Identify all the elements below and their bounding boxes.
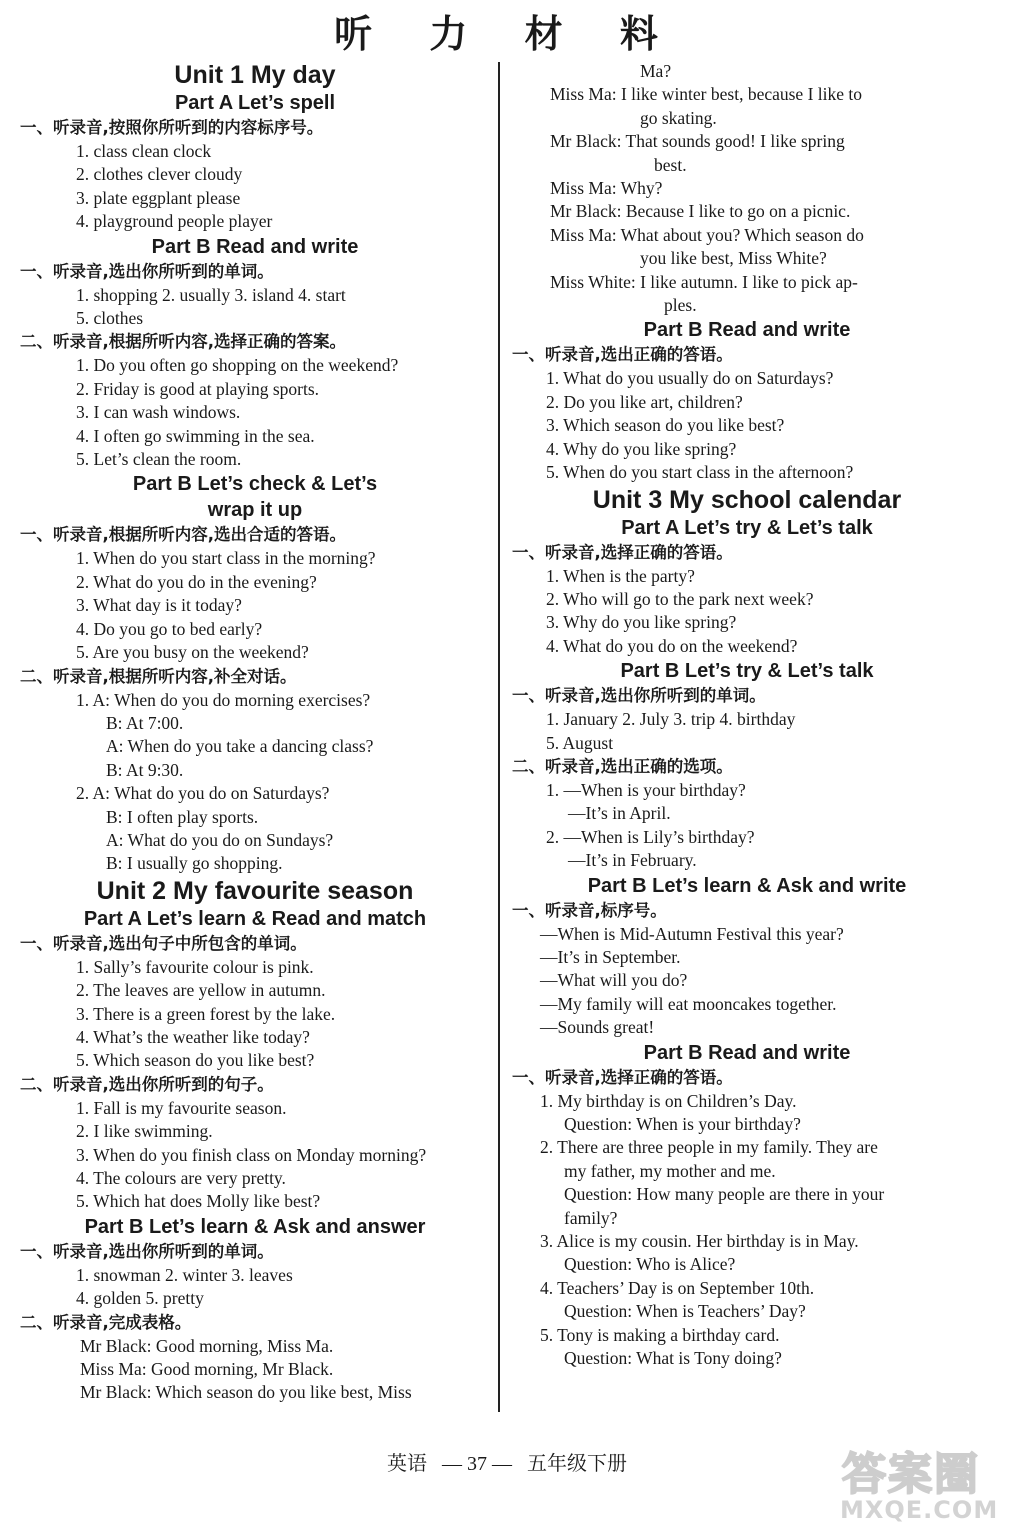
right-text-line: —My family will eat mooncakes together. [540, 993, 837, 1014]
right-text-line: 2. Who will go to the park next week? [546, 588, 814, 609]
right-text-line: 5. August [546, 732, 614, 753]
right-text-line: Question: When is Teachers’ Day? [564, 1301, 806, 1322]
right-column [512, 60, 982, 1370]
right-text-line: 2. Do you like art, children? [546, 391, 743, 412]
right-text-line: Miss Ma: Why? [550, 178, 663, 199]
right-text-line: —Sounds great! [540, 1017, 655, 1038]
left-text-line: 3. I can wash windows. [76, 402, 241, 423]
right-text-line: —What will you do? [540, 970, 688, 991]
right-section-instruction: 一、听录音,标序号。 [512, 900, 667, 920]
right-text-line: Mr Black: Because I like to go on a picnic. [550, 201, 851, 222]
right-text-line: Mr Black: That sounds good! I like spring [550, 131, 845, 152]
left-column [20, 60, 490, 1405]
left-text-line: B: I often play sports. [106, 806, 259, 827]
left-text-line: 1. snowman 2. winter 3. leaves [76, 1264, 293, 1285]
right-text-line: Question: When is your birthday? [564, 1114, 801, 1134]
left-text-line: 1. shopping 2. usually 3. island 4. start [76, 284, 346, 305]
right-text-line: —It’s in September. [540, 946, 681, 967]
right-section-instruction: 一、听录音,选择正确的答语。 [512, 1067, 733, 1087]
right-text-line: —It’s in February. [568, 850, 697, 871]
left-text-line: Mr Black: Good morning, Miss Ma. [80, 1335, 334, 1356]
right-part-heading: Part B Read and write [643, 319, 851, 342]
right-text-line: 5. Tony is making a birthday card. [540, 1324, 780, 1345]
right-text-line: Question: What is Tony doing? [564, 1348, 782, 1369]
footer-page-number: — 37 — [442, 1453, 512, 1475]
left-section-instruction: 二、听录音,完成表格。 [20, 1312, 192, 1332]
left-section-instruction: 二、听录音,根据所听内容,补全对话。 [20, 666, 297, 686]
right-text-line: 4. Why do you like spring? [546, 438, 737, 459]
left-text-line: 4. What’s the weather like today? [76, 1026, 310, 1047]
left-section-instruction: 一、听录音,选出你所听到的单词。 [20, 1241, 274, 1261]
right-text-line: Ma? [640, 61, 672, 81]
watermark-logo [838, 1438, 1006, 1528]
left-text-line: 3. When do you finish class on Monday morning? [76, 1144, 427, 1165]
right-text-line: 5. When do you start class in the afternoon? [546, 462, 854, 483]
right-section-instruction: 一、听录音,选出你所听到的单词。 [512, 686, 766, 706]
right-text-line: my father, my mother and me. [564, 1160, 776, 1181]
left-section-instruction: 一、听录音,选出句子中所包含的单词。 [20, 933, 307, 953]
left-text-line: Miss Ma: Good morning, Mr Black. [80, 1359, 334, 1380]
right-part-heading: Part A Let’s try & Let’s talk [621, 516, 873, 539]
left-section-instruction: 一、听录音,按照你所听到的内容标序号。 [20, 118, 324, 137]
left-text-line: 2. Friday is good at playing sports. [76, 378, 320, 399]
left-text-line: 5. clothes [76, 308, 144, 329]
left-part-heading: Part A Let’s learn & Read and match [83, 907, 427, 930]
left-section-instruction: 一、听录音,选出你所听到的单词。 [20, 261, 274, 281]
left-part-heading: Part B Let’s check & Let’s [132, 473, 378, 496]
right-section-instruction: 一、听录音,选出正确的答语。 [512, 345, 733, 365]
left-text-line: 4. golden 5. pretty [76, 1288, 204, 1309]
left-text-line: 2. clothes clever cloudy [76, 164, 243, 185]
right-text-line: 3. Why do you like spring? [546, 612, 737, 633]
left-part-heading: Part B Read and write [151, 235, 359, 258]
left-text-line: 1. A: When do you do morning exercises? [76, 689, 371, 710]
left-text-line: 4. Do you go to bed early? [76, 618, 263, 639]
left-text-line: 3. plate eggplant please [76, 187, 241, 208]
left-unit-heading: Unit 1 My day [174, 61, 336, 89]
left-text-line: B: I usually go shopping. [106, 853, 283, 874]
left-text-line: A: When do you take a dancing class? [106, 736, 374, 757]
right-text-line: 2. —When is Lily’s birthday? [546, 826, 755, 847]
left-text-line: 2. The leaves are yellow in autumn. [76, 980, 326, 1001]
right-text-line: Miss Ma: I like winter best, because I like to [550, 84, 863, 105]
right-text-line: Miss White: I like autumn. I like to pick ap- [550, 271, 858, 292]
watermark-logo-text: 答案圈 [842, 1449, 980, 1500]
right-text-line: 4. Teachers’ Day is on September 10th. [540, 1277, 815, 1298]
footer-subject: 英语 [387, 1453, 427, 1475]
left-text-line: 3. What day is it today? [76, 595, 242, 616]
right-part-heading: Part B Let’s learn & Ask and write [587, 874, 907, 897]
right-text-line: 2. There are three people in my family. They are [540, 1137, 878, 1158]
right-text-line: 1. When is the party? [546, 565, 695, 586]
right-section-instruction: 二、听录音,选出正确的选项。 [512, 756, 733, 776]
right-text-line: —When is Mid-Autumn Festival this year? [540, 923, 844, 944]
column-divider [498, 62, 500, 1412]
right-part-heading: Part B Read and write [643, 1041, 851, 1064]
right-text-line: —It’s in April. [568, 803, 671, 824]
right-section-instruction: 一、听录音,选择正确的答语。 [512, 542, 733, 562]
right-text-line: 4. What do you do on the weekend? [546, 635, 798, 656]
left-text-line: 5. Are you busy on the weekend? [76, 642, 309, 663]
left-text-line: 4. I often go swimming in the sea. [76, 425, 315, 446]
right-text-line: 3. Alice is my cousin. Her birthday is in May. [540, 1231, 859, 1252]
footer-grade: 五年级下册 [527, 1453, 627, 1475]
left-section-instruction: 二、听录音,选出你所听到的句子。 [20, 1074, 274, 1094]
left-text-line: 2. I like swimming. [76, 1121, 213, 1142]
left-text-line: 5. Which season do you like best? [76, 1050, 315, 1071]
right-text-line: ples. [664, 295, 697, 316]
left-section-instruction: 二、听录音,根据所听内容,选择正确的答案。 [20, 332, 347, 352]
right-text-line: family? [564, 1207, 618, 1228]
right-unit-heading: Unit 3 My school calendar [592, 485, 902, 514]
right-text-line: go skating. [640, 107, 717, 128]
left-text-line: 5. Let’s clean the room. [76, 449, 242, 470]
left-part-heading: wrap it up [207, 499, 303, 522]
right-text-line: Miss Ma: What about you? Which season do [550, 224, 864, 245]
left-text-line: A: What do you do on Sundays? [106, 829, 334, 850]
right-text-line: 1. My birthday is on Children’s Day. [540, 1090, 797, 1111]
left-section-instruction: 一、听录音,根据所听内容,选出合适的答语。 [20, 525, 347, 545]
right-text-line: Question: Who is Alice? [564, 1254, 736, 1275]
left-text-line: B: At 7:00. [106, 712, 184, 733]
left-text-line: 5. Which hat does Molly like best? [76, 1191, 321, 1212]
left-text-line: 3. There is a green forest by the lake. [76, 1003, 336, 1024]
left-text-line: 1. class clean clock [76, 141, 212, 161]
right-text-line: 1. What do you usually do on Saturdays? [546, 368, 834, 389]
left-text-line: B: At 9:30. [106, 759, 184, 780]
left-text-line: 2. What do you do in the evening? [76, 571, 317, 592]
watermark-url: MXQE.COM [840, 1496, 999, 1524]
left-part-heading: Part A Let’s spell [174, 92, 336, 114]
left-text-line: 4. The colours are very pretty. [76, 1168, 286, 1188]
right-text-line: 3. Which season do you like best? [546, 415, 785, 436]
left-text-line: 1. Do you often go shopping on the weekend? [76, 355, 399, 376]
left-text-line: 2. A: What do you do on Saturdays? [76, 783, 330, 804]
right-text-line: 1. —When is your birthday? [546, 779, 746, 800]
left-text-line: 1. Fall is my favourite season. [76, 1097, 287, 1118]
left-text-line: 1. Sally’s favourite colour is pink. [76, 956, 314, 977]
right-text-line: best. [654, 154, 687, 175]
right-text-line: Question: How many people are there in your [564, 1184, 885, 1205]
right-text-line: 1. January 2. July 3. trip 4. birthday [546, 709, 796, 730]
left-text-line: 1. When do you start class in the morning? [76, 548, 376, 569]
right-part-heading: Part B Let’s try & Let’s talk [620, 660, 874, 683]
left-unit-heading: Unit 2 My favourite season [96, 876, 414, 905]
left-text-line: 4. playground people player [76, 211, 273, 232]
left-part-heading: Part B Let’s learn & Ask and answer [84, 1215, 426, 1238]
right-text-line: you like best, Miss White? [640, 248, 827, 269]
page-title: 听 力 材 料 [334, 12, 680, 56]
left-text-line: Mr Black: Which season do you like best, Miss [80, 1382, 412, 1403]
